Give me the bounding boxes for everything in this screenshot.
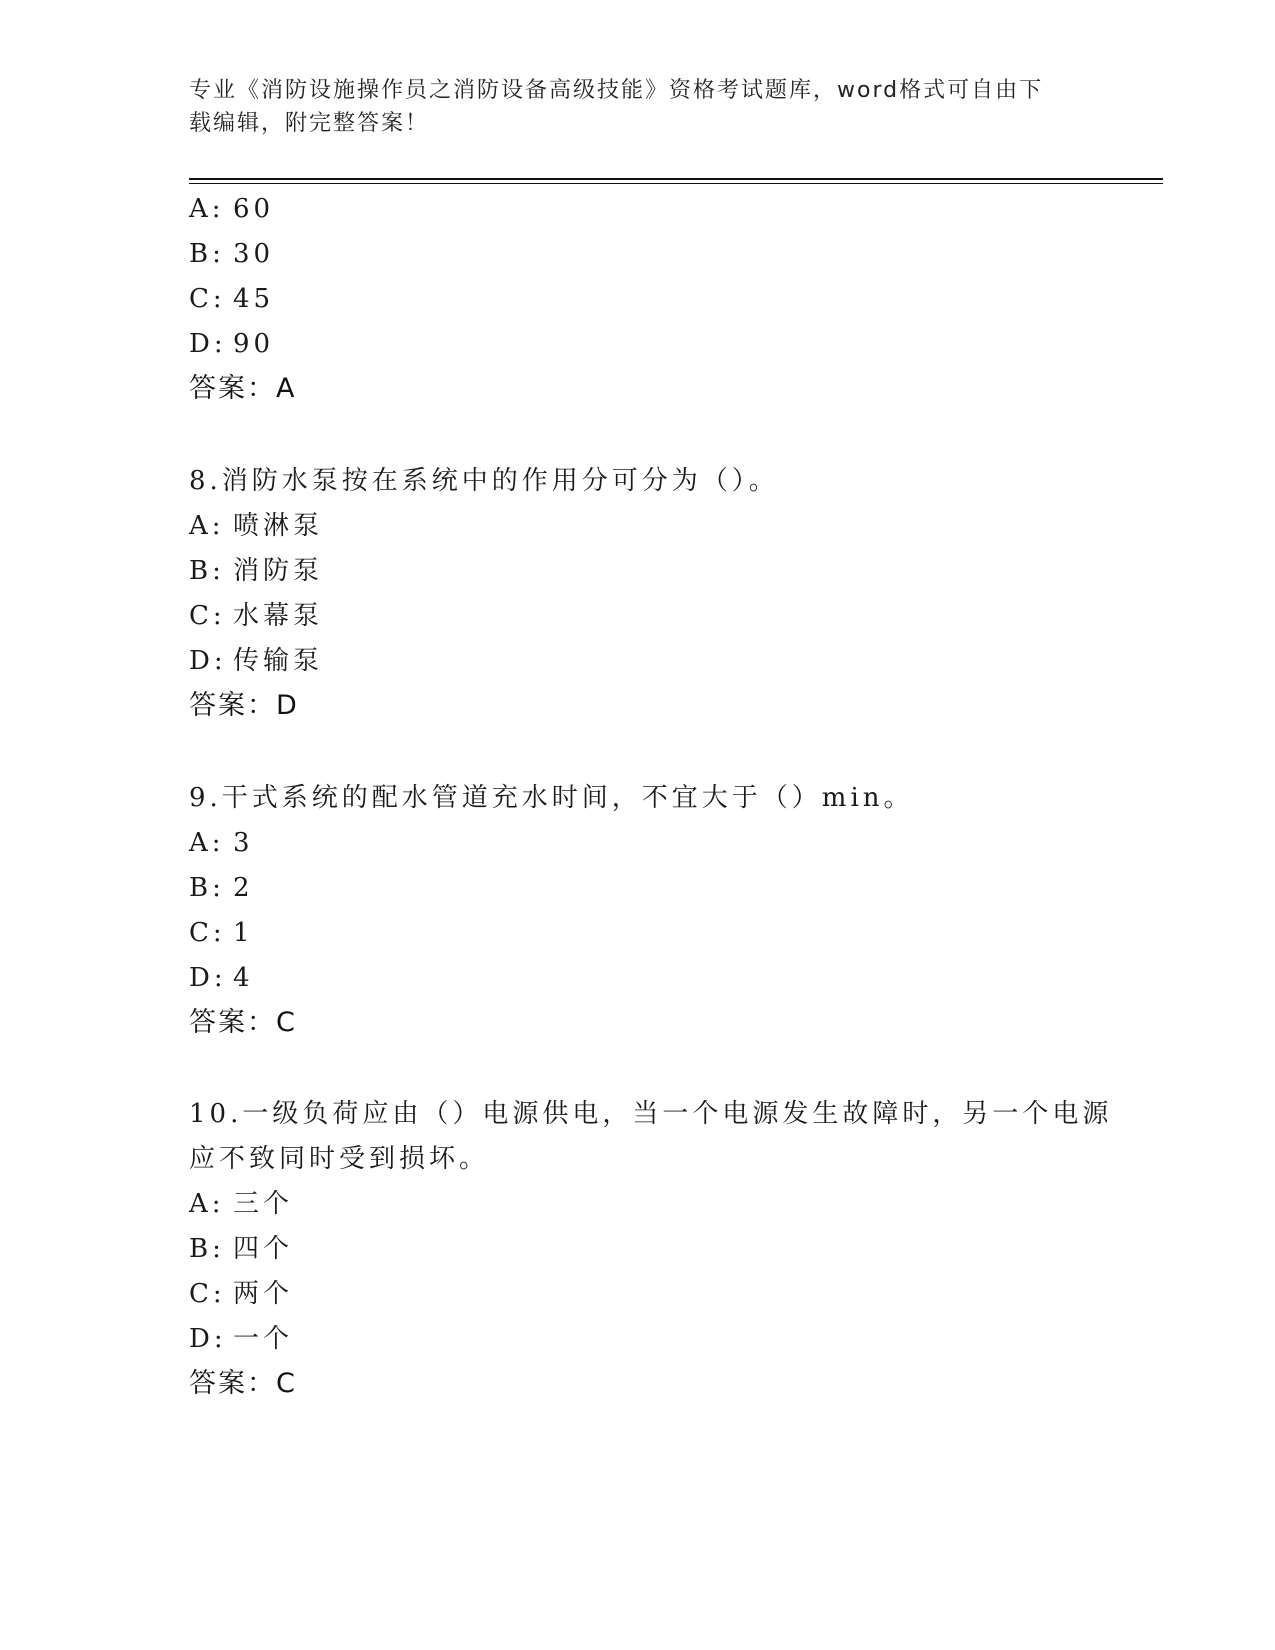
option-text: 消防泵 [233,556,324,586]
q9-option-d [189,961,254,995]
q7-option-b [189,237,274,271]
option-text: 三个 [233,1189,294,1219]
q10-question-line-1: 10.一级负荷应由（）电源供电，当一个电源发生故障时，另一个电源 [189,1099,1113,1129]
q8-option-d [189,644,323,678]
q8-answer: 答案：D [189,690,299,721]
option-label: D: [189,329,227,359]
q9-question: 9.干式系统的配水管道充水时间，不宜大于（）min。 [189,783,914,813]
q9-option-c [189,916,254,950]
option-label: B: [189,1234,225,1264]
q8-option-a [189,509,323,543]
q10-option-a [189,1187,293,1221]
option-text: 2 [233,873,254,903]
option-label: D: [189,1324,227,1354]
option-text: 60 [233,194,275,224]
option-label: C: [189,284,226,314]
option-text: 一个 [233,1324,294,1354]
q10-option-b [189,1232,293,1266]
option-text: 传输泵 [233,646,324,676]
option-label: C: [189,1279,226,1309]
option-text: 90 [233,329,275,359]
option-label: D: [189,646,227,676]
option-label: B: [189,873,225,903]
option-label: D: [189,963,227,993]
option-text: 4 [233,963,254,993]
q7-option-d [189,327,274,361]
option-label: A: [189,511,225,541]
option-text: 1 [233,918,254,948]
q10-question-line-2: 应不致同时受到损坏。 [189,1144,490,1174]
q10-answer: 答案：C [189,1368,297,1399]
header-divider-thick [189,178,1163,180]
option-text: 水幕泵 [233,601,324,631]
header-line-2: 载编辑，附完整答案！ [189,111,430,136]
q8-question: 8.消防水泵按在系统中的作用分可分为（）。 [189,466,779,496]
option-text: 四个 [233,1234,294,1264]
option-label: A: [189,1189,225,1219]
q10-option-c [189,1277,293,1311]
option-text: 30 [233,239,275,269]
header-divider-thin [189,183,1163,184]
header-line-1: 专业《消防设施操作员之消防设备高级技能》资格考试题库，word格式可自由下 [189,78,1044,103]
q9-answer: 答案：C [189,1007,297,1038]
option-text: 喷淋泵 [233,511,324,541]
q9-option-b [189,871,254,905]
option-text: 3 [233,828,254,858]
option-label: B: [189,239,225,269]
option-label: C: [189,918,226,948]
q7-option-c [189,282,274,316]
option-label: A: [189,194,225,224]
option-text: 45 [233,284,275,314]
option-label: A: [189,828,225,858]
document-header [189,74,1089,140]
option-label: C: [189,601,226,631]
q9-option-a [189,826,254,860]
q7-answer: 答案：A [189,373,297,404]
q8-option-b [189,554,323,588]
option-label: B: [189,556,225,586]
q10-option-d [189,1322,293,1356]
q7-option-a [189,192,274,226]
option-text: 两个 [233,1279,294,1309]
q8-option-c [189,599,323,633]
